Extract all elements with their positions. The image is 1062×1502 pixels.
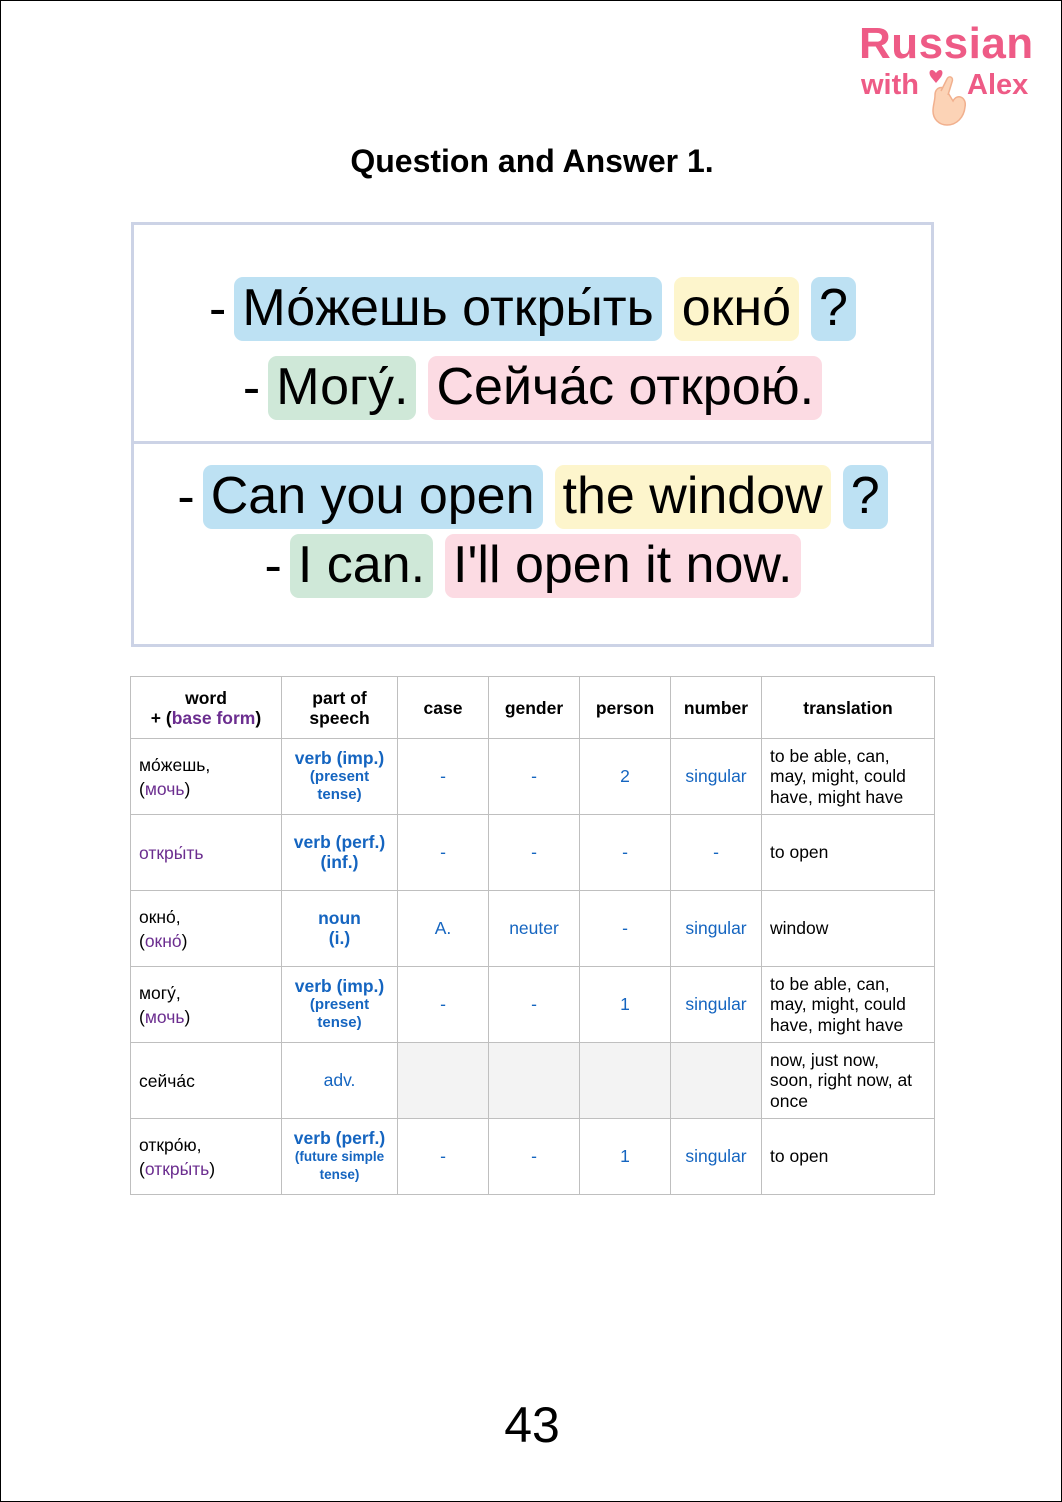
brand-logo: [859, 19, 1049, 129]
vocabulary-table: [130, 676, 935, 1195]
case-cell: A.: [398, 891, 489, 967]
gender-cell: -: [489, 1119, 580, 1195]
header-case: case: [398, 677, 489, 739]
dash: -: [264, 537, 282, 595]
translation-cell: to open: [762, 1119, 935, 1195]
english-answer-line: [134, 534, 931, 598]
logo-with: with: [861, 69, 919, 101]
table-row: [131, 891, 935, 967]
gender-cell: -: [489, 739, 580, 815]
chunk-answer: Могу́.: [268, 356, 416, 420]
header-person: person: [580, 677, 671, 739]
chunk-followup: I'll open it now.: [445, 534, 800, 598]
chunk-question: Can you open: [203, 465, 543, 529]
table-row: [131, 1043, 935, 1119]
word-cell: откро́ю, (откры́ть): [131, 1119, 282, 1195]
logo-name: Alex: [967, 69, 1029, 101]
russian-answer-line: [134, 356, 931, 420]
translation-cell: now, just now, soon, right now, at once: [762, 1043, 935, 1119]
pos-cell: noun (i.): [282, 891, 398, 967]
translation-cell: to be able, can, may, might, could have, might have: [762, 739, 935, 815]
pos-cell: verb (perf.) (inf.): [282, 815, 398, 891]
number-cell: singular: [671, 1119, 762, 1195]
header-number: number: [671, 677, 762, 739]
dialog-box: [131, 222, 934, 647]
number-cell: singular: [671, 891, 762, 967]
person-cell: 1: [580, 1119, 671, 1195]
header-translation: translation: [762, 677, 935, 739]
chunk-answer: I can.: [290, 534, 433, 598]
english-question-line: [134, 465, 931, 529]
pos-cell: verb (imp.) (present tense): [282, 739, 398, 815]
gender-cell: -: [489, 967, 580, 1043]
empty-cell: [398, 1043, 489, 1119]
word-cell: сейча́с: [131, 1043, 282, 1119]
russian-question-line: [134, 277, 931, 341]
page-title: Question and Answer 1.: [350, 143, 714, 179]
chunk-question-mark: ?: [843, 465, 888, 529]
heart-hand-icon: [927, 67, 969, 132]
gender-cell: -: [489, 815, 580, 891]
translation-cell: to open: [762, 815, 935, 891]
logo-title: Russian: [859, 19, 1034, 68]
dash: -: [242, 359, 261, 417]
page-number: 43: [504, 1397, 560, 1453]
number-cell: -: [671, 815, 762, 891]
dash: -: [209, 280, 227, 338]
chunk-followup: Сейча́с открою́.: [428, 356, 822, 420]
person-cell: 2: [580, 739, 671, 815]
person-cell: 1: [580, 967, 671, 1043]
chunk-object: the window: [555, 465, 831, 529]
chunk-question: Мо́жешь откры́ть: [234, 277, 661, 341]
translation-cell: window: [762, 891, 935, 967]
dash: -: [177, 468, 195, 526]
table-row: [131, 739, 935, 815]
person-cell: -: [580, 891, 671, 967]
pos-cell: verb (perf.) (future simple tense): [282, 1119, 398, 1195]
translation-cell: to be able, can, may, might, could have, might have: [762, 967, 935, 1043]
table-header-row: [131, 677, 935, 739]
table-row: [131, 967, 935, 1043]
chunk-question-mark: ?: [811, 277, 856, 341]
number-cell: singular: [671, 739, 762, 815]
pos-cell: adv.: [282, 1043, 398, 1119]
header-gender: gender: [489, 677, 580, 739]
case-cell: -: [398, 967, 489, 1043]
word-cell: могу́, (мочь): [131, 967, 282, 1043]
number-cell: singular: [671, 967, 762, 1043]
case-cell: -: [398, 739, 489, 815]
person-cell: -: [580, 815, 671, 891]
empty-cell: [489, 1043, 580, 1119]
case-cell: -: [398, 815, 489, 891]
word-cell: окно́, (окно́): [131, 891, 282, 967]
header-part-of-speech: part of speech: [282, 677, 398, 739]
pos-cell: verb (imp.) (present tense): [282, 967, 398, 1043]
chunk-object: окно́: [674, 277, 799, 341]
table-row: [131, 815, 935, 891]
empty-cell: [580, 1043, 671, 1119]
word-cell: мо́жешь, (мочь): [131, 739, 282, 815]
empty-cell: [671, 1043, 762, 1119]
case-cell: -: [398, 1119, 489, 1195]
dialog-divider: [134, 441, 931, 444]
table-row: [131, 1119, 935, 1195]
gender-cell: neuter: [489, 891, 580, 967]
word-cell: откры́ть: [131, 815, 282, 891]
header-word: word + (base form): [131, 677, 282, 739]
